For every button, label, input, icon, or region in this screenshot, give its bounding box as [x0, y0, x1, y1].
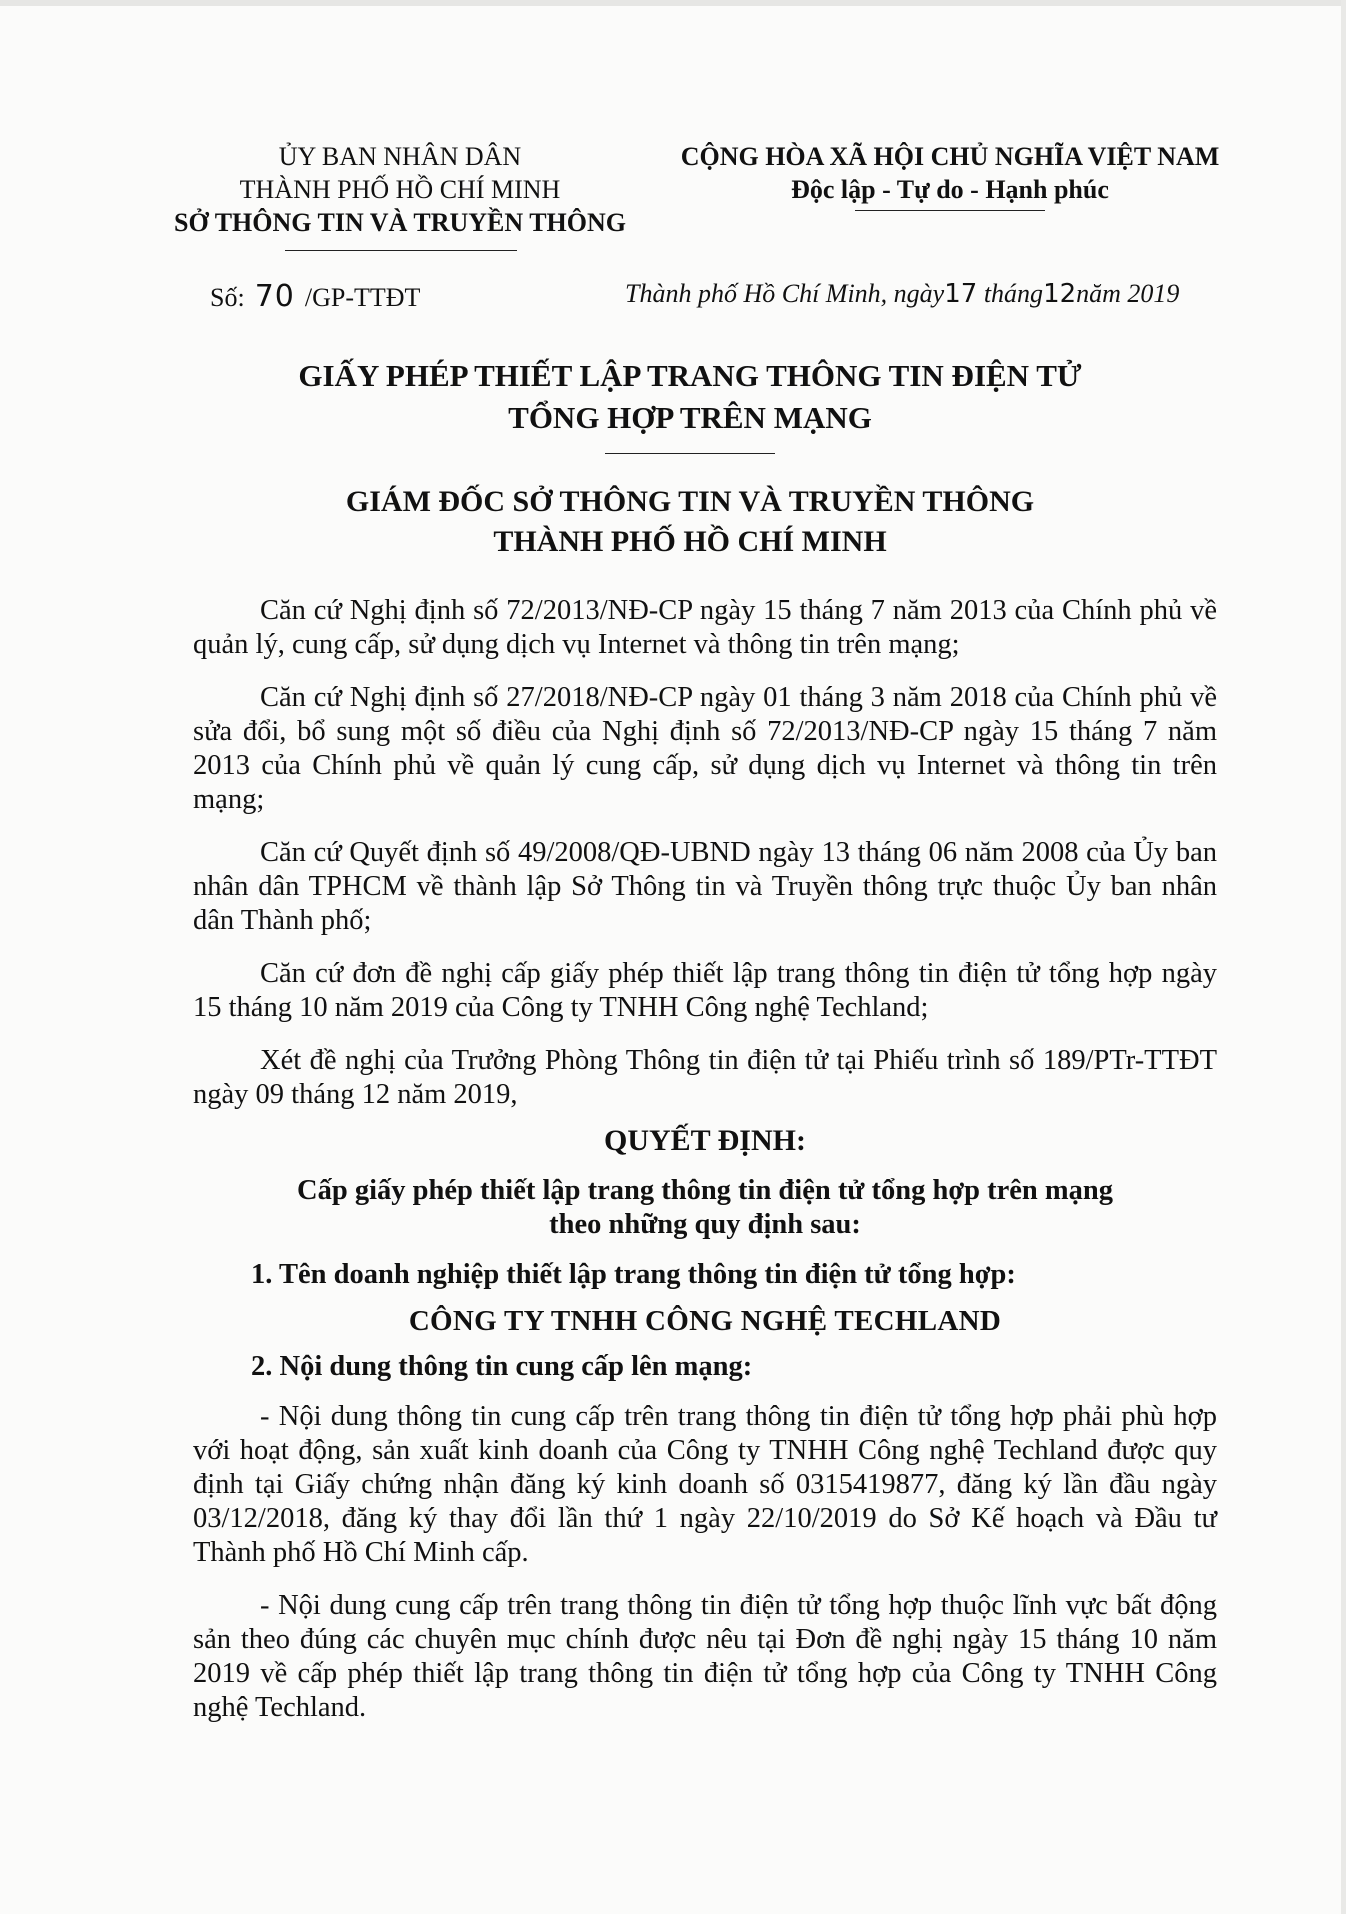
national-motto: Độc lập - Tự do - Hạnh phúc	[791, 175, 1109, 204]
section-1-heading: 1. Tên doanh nghiệp thiết lập trang thông tin điện tử tổng hợp:	[251, 1259, 1016, 1290]
recital-1: Căn cứ Nghị định số 72/2013/NĐ-CP ngày 15 tháng 7 năm 2013 của Chính phủ về quản lý, cung cấp, sử dụng dịch vụ Internet và thông tin trên mạng;	[193, 595, 1217, 660]
page-edge-top	[0, 0, 1346, 6]
year-label: năm 2019	[1076, 279, 1180, 308]
month-label: tháng	[983, 279, 1044, 308]
page-edge-right	[1341, 0, 1346, 1914]
title-line-1: GIẤY PHÉP THIẾT LẬP TRANG THÔNG TIN ĐIỆN TỬ	[298, 358, 1082, 393]
section-2-paragraph-2: - Nội dung cung cấp trên trang thông tin điện tử tổng hợp thuộc lĩnh vực bất động sản theo đúng các chuyên mục chính được nêu tại Đơn đề nghị ngày 15 tháng 10 năm 2019 về cấp phép thiết lập trang thông tin điện tử tổng hợp của Công ty TNHH Công nghệ Techland.	[193, 1590, 1217, 1723]
number-prefix: Số:	[210, 283, 245, 312]
authority-line-3: SỞ THÔNG TIN VÀ TRUYỀN THÔNG	[174, 208, 626, 237]
national-name: CỘNG HÒA XÃ HỘI CHỦ NGHĨA VIỆT NAM	[680, 142, 1220, 171]
number-handwritten: 70	[254, 279, 295, 314]
number-suffix: /GP-TTĐT	[304, 283, 421, 312]
document-number	[210, 279, 420, 314]
section-2-heading: 2. Nội dung thông tin cung cấp lên mạng:	[251, 1351, 753, 1382]
signing-authority	[160, 482, 1220, 562]
document-title	[160, 355, 1220, 439]
section-2-paragraph-1: - Nội dung thông tin cung cấp trên trang thông tin điện tử tổng hợp phải phù hợp với hoạt động, sản xuất kinh doanh của Công ty TNHH Công nghệ Techland được quy định tại Giấy chứng nhận đăng ký kinh doanh số 0315419877, đăng ký lần đầu ngày 03/12/2018, đăng ký thay đổi lần thứ 1 ngày 22/10/2019 do Sở Kế hoạch và Đầu tư Thành phố Hồ Chí Minh cấp.	[193, 1401, 1217, 1568]
decision-subheading-line-1: Cấp giấy phép thiết lập trang thông tin điện tử tổng hợp trên mạng	[297, 1175, 1113, 1206]
place-date-prefix: Thành phố Hồ Chí Minh, ngày	[625, 279, 945, 308]
recital-4: Căn cứ đơn đề nghị cấp giấy phép thiết lập trang thông tin điện tử tổng hợp ngày 15 tháng 10 năm 2019 của Công ty TNHH Công nghệ Techland;	[193, 958, 1217, 1023]
authority-line-1: ỦY BAN NHÂN DÂN	[278, 142, 522, 171]
recital-5: Xét đề nghị của Trưởng Phòng Thông tin điện tử tại Phiếu trình số 189/PTr-TTĐT ngày 09 tháng 12 năm 2019,	[193, 1045, 1217, 1110]
document-body	[193, 594, 1217, 1744]
signing-authority-line-1: GIÁM ĐỐC SỞ THÔNG TIN VÀ TRUYỀN THÔNG	[345, 485, 1035, 518]
decision-subheading	[193, 1174, 1217, 1242]
authority-line-2: THÀNH PHỐ HỒ CHÍ MINH	[239, 175, 561, 204]
national-motto-header	[640, 140, 1260, 206]
date-day-handwritten: 17	[944, 279, 978, 309]
decision-subheading-line-2: theo những quy định sau:	[549, 1209, 861, 1240]
place-date	[625, 279, 1179, 309]
date-month-handwritten: 12	[1043, 279, 1077, 309]
signing-authority-line-2: THÀNH PHỐ HỒ CHÍ MINH	[493, 525, 887, 558]
title-line-2: TỔNG HỢP TRÊN MẠNG	[508, 400, 872, 435]
issuing-authority-header	[160, 140, 640, 239]
recital-3: Căn cứ Quyết định số 49/2008/QĐ-UBND ngày 13 tháng 06 năm 2008 của Ủy ban nhân dân TPHCM về thành lập Sở Thông tin và Truyền thông trực thuộc Ủy ban nhân dân Thành phố;	[193, 837, 1217, 936]
authority-underline	[285, 250, 517, 251]
company-name: CÔNG TY TNHH CÔNG NGHỆ TECHLAND	[408, 1305, 1002, 1337]
title-underline	[605, 453, 775, 454]
motto-underline	[855, 210, 1045, 211]
decision-heading: QUYẾT ĐỊNH:	[604, 1124, 806, 1157]
recital-2: Căn cứ Nghị định số 27/2018/NĐ-CP ngày 01 tháng 3 năm 2018 của Chính phủ về sửa đổi, bổ sung một số điều của Nghị định số 72/2013/NĐ-CP ngày 15 tháng 7 năm 2013 của Chính phủ về quản lý cung cấp, sử dụng dịch vụ Internet và thông tin trên mạng;	[193, 682, 1217, 815]
